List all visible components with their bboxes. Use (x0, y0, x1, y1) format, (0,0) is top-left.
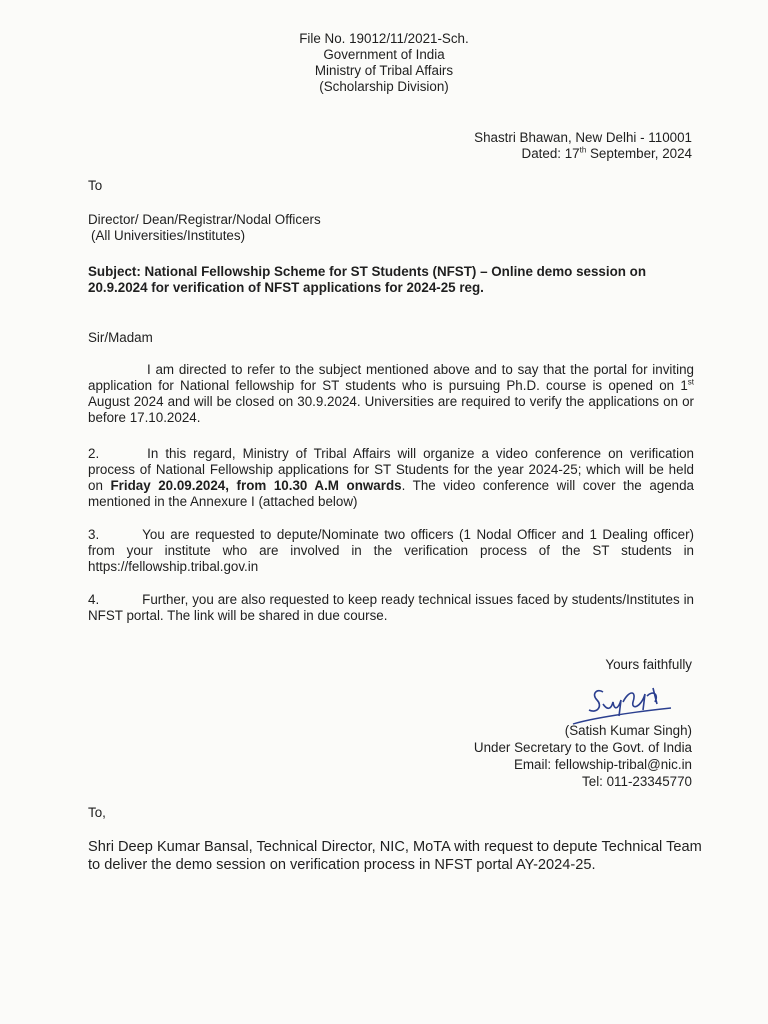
signatory-email: Email: fellowship-tribal@nic.in (513, 757, 692, 772)
recipients-block (88, 212, 321, 244)
paragraph-3-number: 3. (88, 527, 100, 542)
letter-date: Dated: 17th September, 2024 (521, 145, 692, 161)
meeting-datetime: Friday 20.09.2024, from 10.30 A.M onwards (110, 478, 402, 493)
ministry-name: Ministry of Tribal Affairs (314, 63, 454, 78)
address-block (474, 130, 692, 162)
signatory-phone: Tel: 011-23345770 (582, 774, 692, 789)
office-address: Shastri Bhawan, New Delhi - 110001 (474, 130, 692, 145)
to-label: To (88, 178, 103, 193)
paragraph-4: 4. Further, you are also requested to keep ready technical issues faced by students/Institutes in NFST portal. The link will be shared in due course. (88, 592, 694, 623)
division-name: (Scholarship Division) (319, 79, 449, 94)
signatory-name: (Satish Kumar Singh) (564, 723, 692, 738)
to-label-2: To, (88, 805, 106, 820)
paragraph-2: 2. In this regard, Ministry of Tribal Affairs will organize a video conference on verification process of National Fellowship applications for ST Students for the year 2024-25; which will be held on Friday 20.09.2024, from 10.30 A.M onwards. The video conference will cover the agenda mentioned in the Annexure I (attached below) (88, 446, 694, 509)
closing-phrase: Yours faithfully (605, 657, 692, 672)
paragraph-1: I am directed to refer to the subject mentioned above and to say that the portal for inviting application for National fellowship for ST students who is pursuing Ph.D. course is opened on 1st August 2024 and will be closed on 30.9.2024. Universities are required to verify the applications on or before 17.10.2024. (88, 362, 694, 425)
copy-to-note: Shri Deep Kumar Bansal, Technical Director, NIC, MoTA with request to depute Technical Team to deliver the demo session on verification process in NFST portal AY-2024-25. (88, 839, 702, 873)
signature-block (474, 722, 692, 790)
recipients-line-2: (All Universities/Institutes) (91, 228, 246, 243)
letter-header (0, 31, 768, 95)
signatory-designation: Under Secretary to the Govt. of India (473, 740, 692, 755)
paragraph-3: 3. You are requested to depute/Nominate two officers (1 Nodal Officer and 1 Dealing officer) from your institute who are involved in the verification process of the ST students in https://fellowship.tribal.gov.in (88, 527, 694, 574)
paragraph-2-number: 2. (88, 446, 100, 461)
government-name: Government of India (323, 47, 445, 62)
subject-line: Subject: National Fellowship Scheme for ST Students (NFST) – Online demo session on 20.9.2024 for verification of NFST applications for 2024-25 reg. (88, 264, 647, 295)
file-number: File No. 19012/11/2021-Sch. (299, 31, 469, 46)
recipients-line-1: Director/ Dean/Registrar/Nodal Officers (88, 212, 321, 227)
paragraph-4-number: 4. (88, 592, 100, 607)
salutation: Sir/Madam (88, 330, 153, 345)
